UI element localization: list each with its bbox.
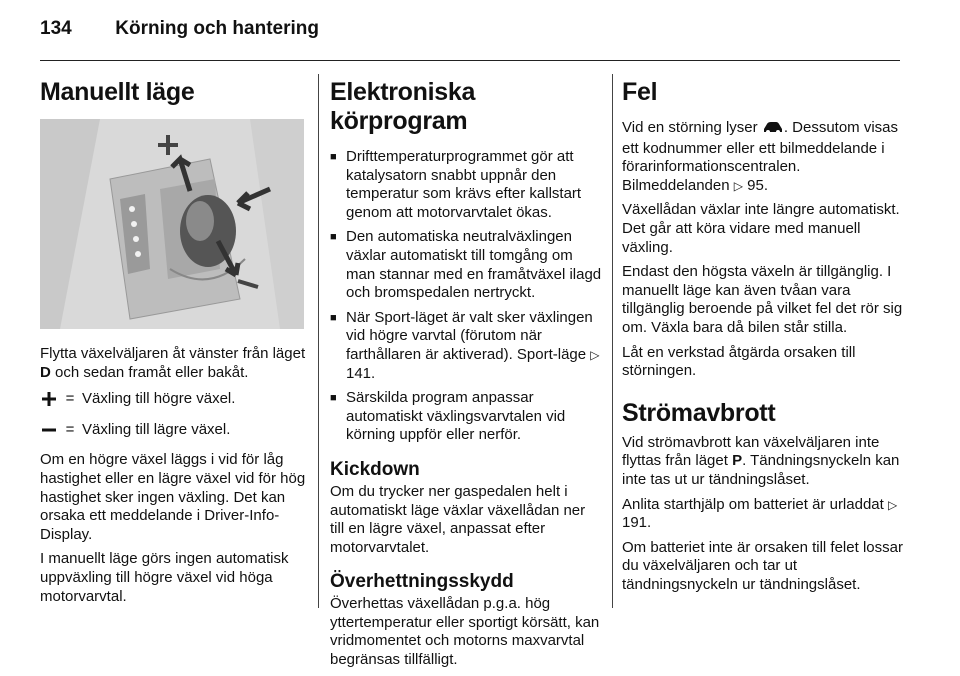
gear-shifter-illustration bbox=[40, 119, 304, 329]
paragraph: Överhettas växellådan p.g.a. hög yttertemperatur eller sportigt körsätt, kan vridmomentet och motorns maxvarvtal begränsas tillfälligt. bbox=[330, 595, 600, 669]
section-heading: Manuellt läge bbox=[40, 78, 195, 106]
paragraph: Växellådan växlar inte längre automatiskt. Det går att köra vidare med manuell växling. bbox=[622, 201, 900, 256]
page-header bbox=[40, 18, 319, 40]
column-divider bbox=[318, 74, 319, 608]
paragraph: Om du trycker ner gaspedalen helt i automatiskt läge växlar växellådan ner till en lägre växel, anpassat efter motorvarvtalet. bbox=[330, 482, 586, 556]
paragraph: Låt en verkstad åtgärda orsaken till störningen. bbox=[622, 343, 856, 380]
chapter-title: Körning och hantering bbox=[115, 18, 319, 39]
page-reference-icon: ▷ bbox=[733, 178, 743, 193]
symbol-row-plus: = Växling till högre växel. bbox=[40, 390, 306, 409]
symbol-row-minus: = Växling till lägre växel. bbox=[40, 421, 306, 440]
plus-icon bbox=[40, 392, 58, 406]
car-malfunction-icon bbox=[762, 120, 784, 140]
header-rule bbox=[40, 60, 900, 61]
symbol-description: Växling till högre växel. bbox=[82, 390, 236, 408]
column-1 bbox=[40, 78, 306, 612]
paragraph: Vid en störning lyser . Dessutom visas ett kodnummer eller ett bilmeddelande i förarinformationscentralen. Bilmeddelanden ▷ 95. bbox=[622, 119, 899, 194]
paragraph: Flytta växelväljaren åt vänster från läget D och sedan framåt eller bakåt. bbox=[40, 345, 306, 381]
paragraph: Om batteriet inte är orsaken till felet lossar du växelväljaren och tar ut tändningsnyckeln ur tändningslåset. bbox=[622, 538, 903, 593]
minus-icon bbox=[40, 423, 58, 437]
paragraph: Endast den högsta växeln är tillgänglig. I manuellt läge kan även tvåan vara tillgänglig beroende på vilket fel det rör sig om. Växla bara då bilen står stilla. bbox=[622, 263, 903, 336]
section-heading: Elektroniska körprogram bbox=[330, 78, 476, 135]
page-reference-icon: ▷ bbox=[887, 497, 898, 512]
section-heading: Fel bbox=[622, 78, 658, 106]
subheading: Kickdown bbox=[330, 458, 420, 480]
page-number: 134 bbox=[40, 18, 72, 39]
list-item: ■ Drifttemperaturprogrammet gör att katalysatorn snabbt uppnår den temperatur som krävs efter kallstart genom att motorvarvtalet ökas. bbox=[330, 148, 602, 222]
list-item: ■ När Sport-läget är valt sker växlingen vid högre varvtal (förutom när farthållaren är aktiverad). Sport-läge ▷ 141. bbox=[330, 309, 602, 383]
column-divider bbox=[612, 74, 613, 608]
paragraph: Vid strömavbrott kan växelväljaren inte flyttas från läget P. Tändningsnyckeln kan inte tas ut ur tändningslåset. bbox=[622, 433, 900, 488]
section-heading: Strömavbrott bbox=[622, 398, 776, 427]
list-item: ■ Den automatiska neutralväxlingen växlar automatiskt till tomgång om man stannar med en framåtväxel ilagd och bromspedalen nertryckt. bbox=[330, 228, 602, 302]
paragraph: Om en högre växel läggs i vid för låg hastighet eller en lägre växel vid för hög hastighet sker ingen växling. Det kan orsaka ett meddelande i Driver-Info-Display. bbox=[40, 451, 306, 543]
page-reference-icon: ▷ bbox=[590, 347, 600, 362]
bullet-list bbox=[330, 148, 602, 445]
column-2 bbox=[330, 78, 602, 676]
list-item: ■ Särskilda program anpassar automatiskt växlingsvarvtalen vid körning uppför eller nerför. bbox=[330, 389, 602, 445]
subheading: Överhettningsskydd bbox=[330, 571, 514, 593]
paragraph: Anlita starthjälp om batteriet är urladdat ▷ 191. bbox=[622, 495, 898, 532]
paragraph: I manuellt läge görs ingen automatisk uppväxling till högre växel vid höga motorvarvtal. bbox=[40, 550, 289, 605]
column-3 bbox=[622, 78, 912, 600]
symbol-description: Växling till lägre växel. bbox=[82, 420, 231, 438]
